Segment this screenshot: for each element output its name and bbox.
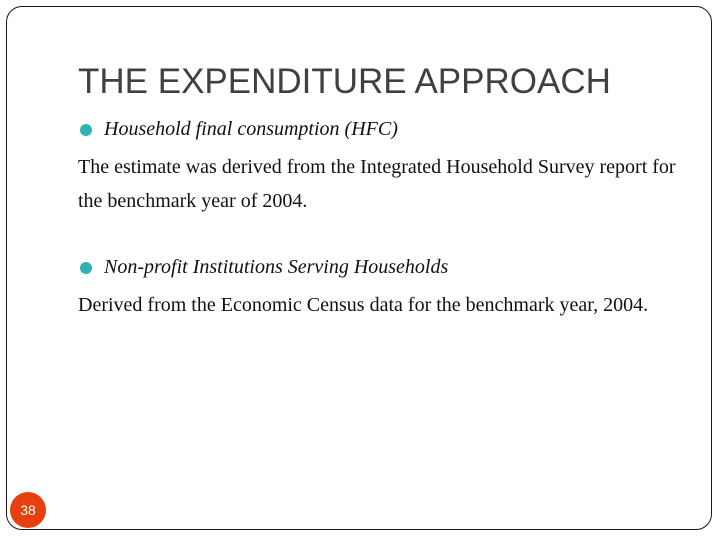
bullet-dot-icon bbox=[80, 124, 92, 136]
bullet-heading-hfc: Household final consumption (HFC) bbox=[104, 118, 398, 140]
bullet-item-npish bbox=[80, 256, 448, 279]
bullet-item-hfc bbox=[80, 118, 398, 141]
paragraph-hfc: The estimate was derived from the Integrated Household Survey report for the benchmark year of 2004. bbox=[78, 156, 676, 212]
slide-title: THE EXPENDITURE APPROACH bbox=[78, 62, 611, 101]
bullet-dot-icon bbox=[80, 262, 92, 274]
bullet-heading-npish: Non-profit Institutions Serving Households bbox=[104, 256, 449, 278]
page-number-badge: 38 bbox=[10, 492, 46, 528]
paragraph-npish: Derived from the Economic Census data for the benchmark year, 2004. bbox=[78, 294, 649, 316]
